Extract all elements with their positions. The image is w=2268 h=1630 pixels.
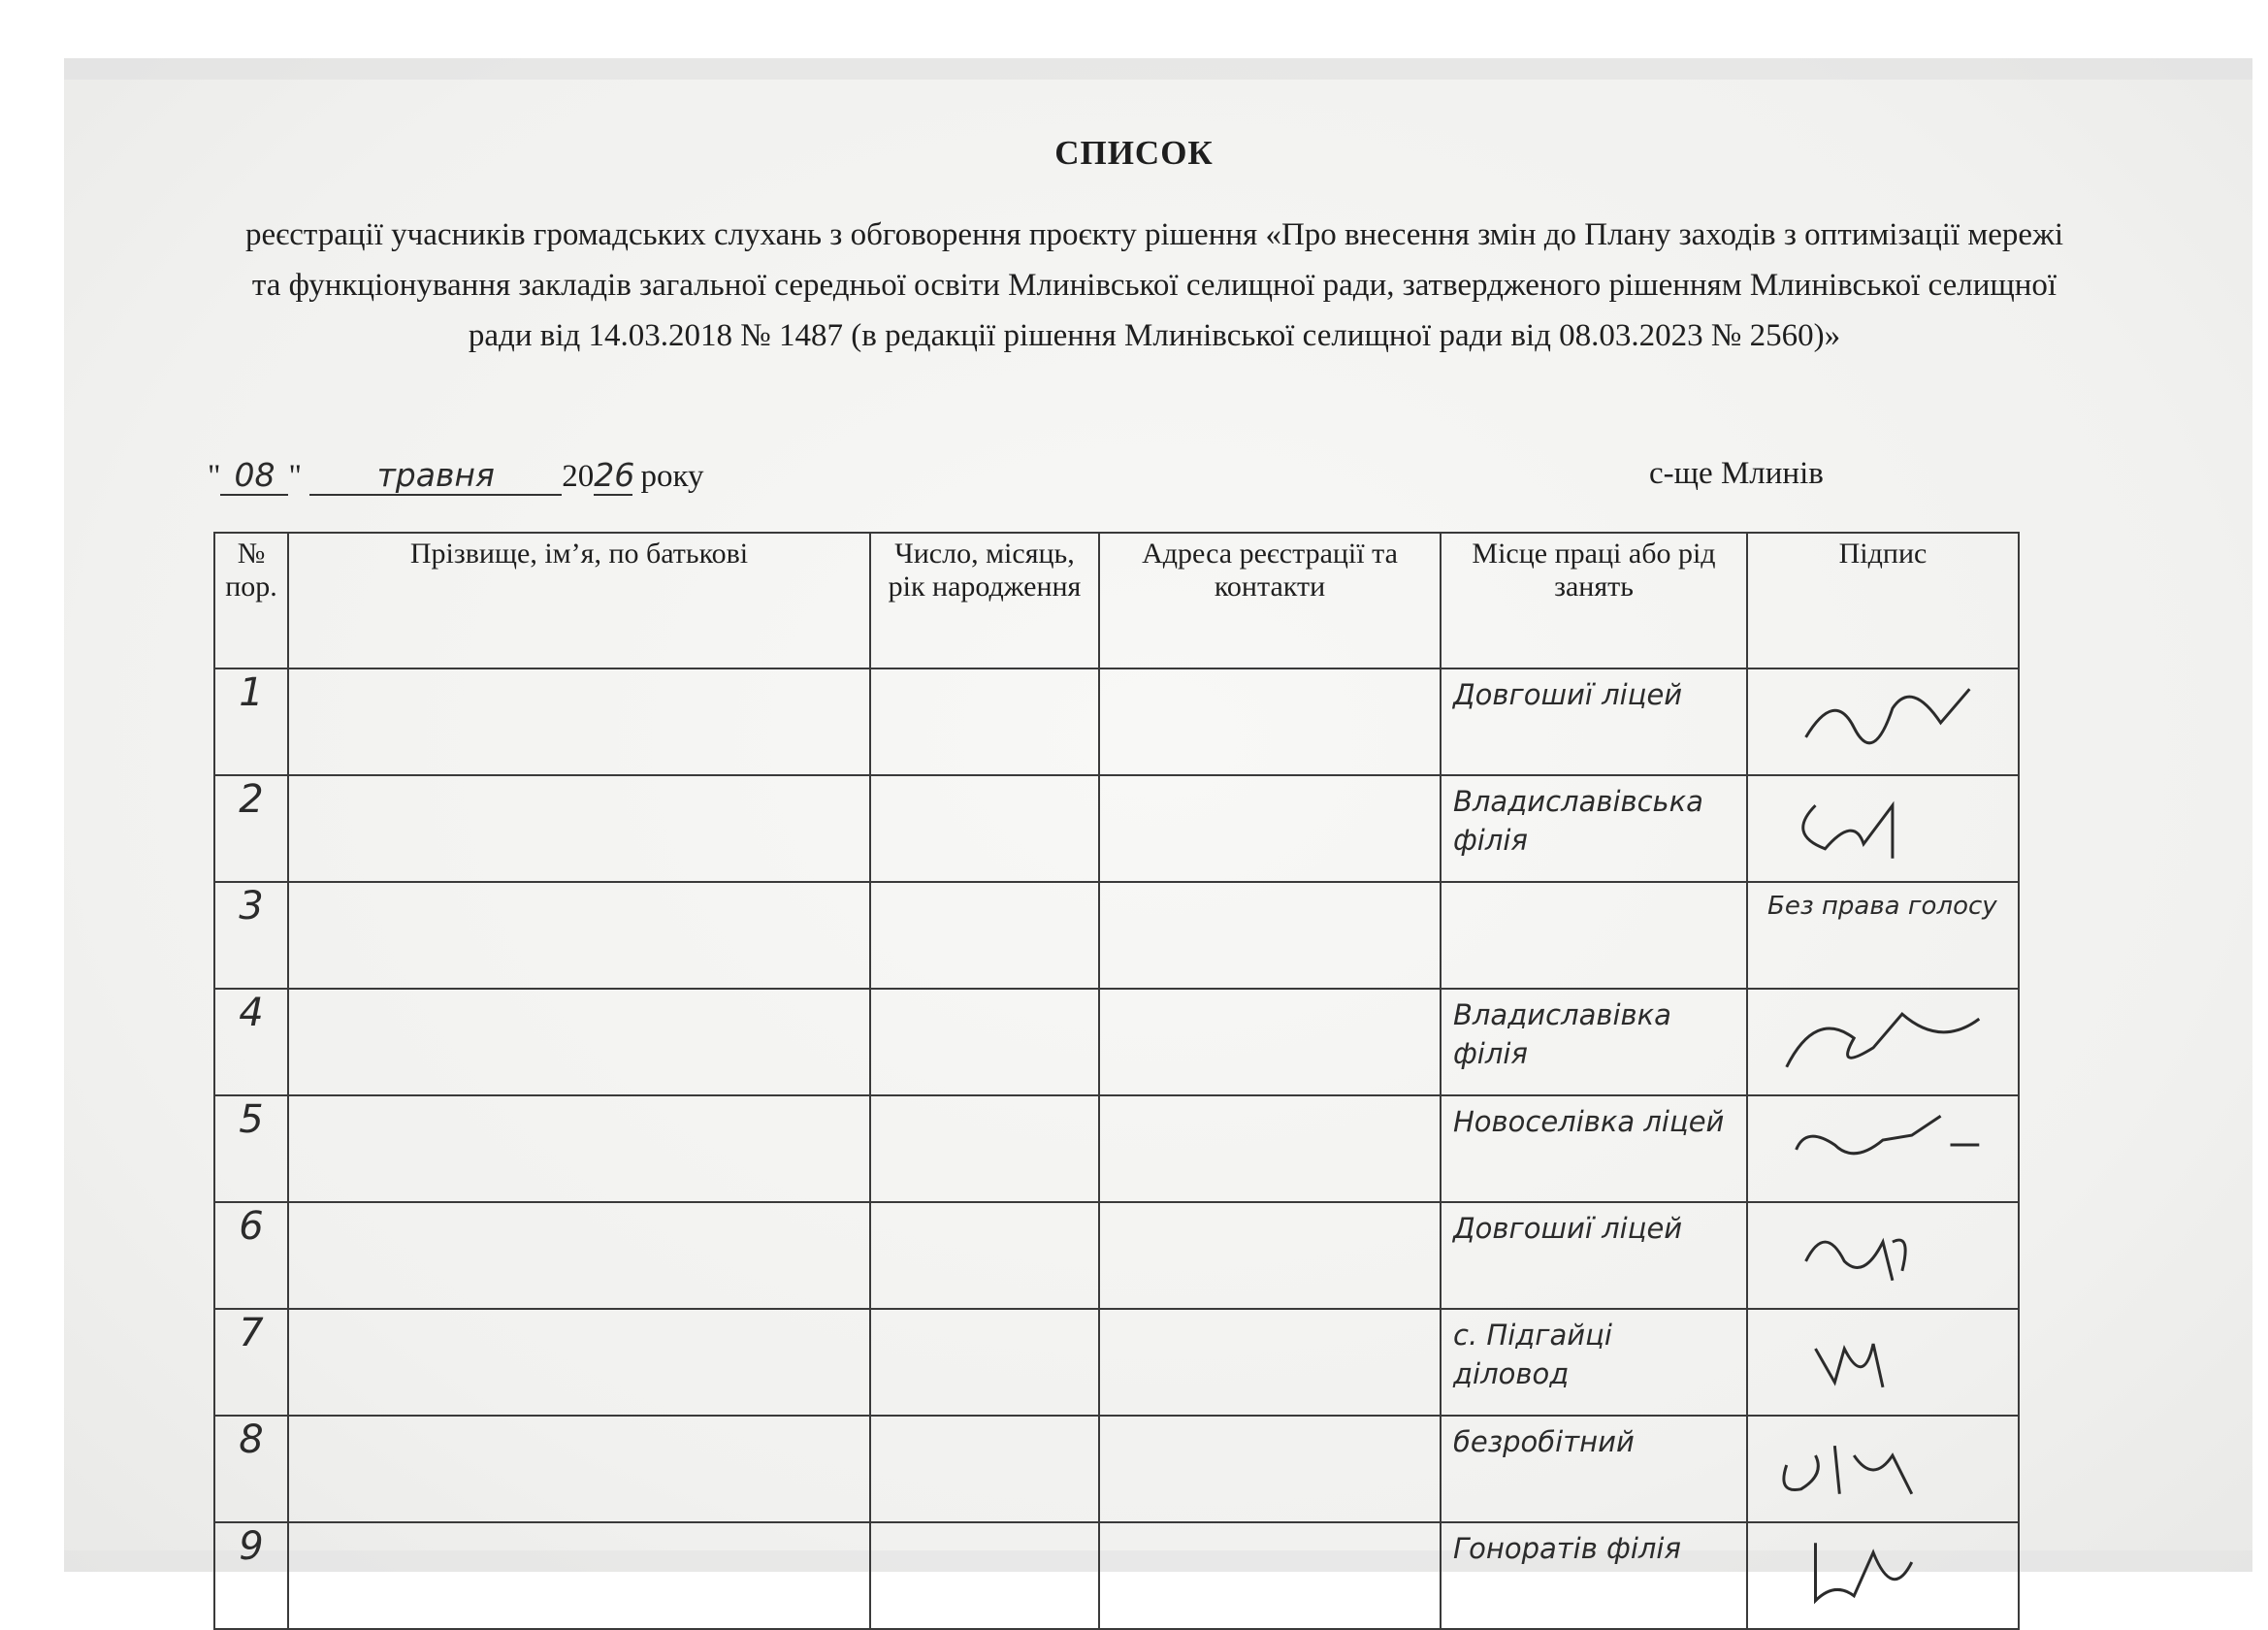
row-name-redacted: [288, 882, 870, 989]
scan-edge: [64, 58, 2252, 80]
place: с-ще Млинів: [1649, 456, 1824, 491]
row-signature: [1747, 668, 2019, 775]
row-signature: [1747, 1202, 2019, 1309]
header-signature: Підпис: [1747, 533, 2019, 668]
row-work: [1441, 882, 1747, 989]
row-name-redacted: [288, 1416, 870, 1522]
row-name-redacted: [288, 989, 870, 1095]
signature-drawing: [1748, 776, 2018, 869]
table-row: [214, 1522, 2019, 1629]
row-birth-redacted: [870, 775, 1099, 882]
row-birth-redacted: [870, 1202, 1099, 1309]
date-quote-close: ": [288, 459, 302, 494]
row-address-redacted: [1099, 1202, 1441, 1309]
row-num: 5: [214, 1095, 288, 1202]
row-name-redacted: [288, 1202, 870, 1309]
date-month: травня: [309, 456, 562, 496]
row-work: Новоселівка ліцей: [1441, 1095, 1747, 1202]
table-row: [214, 1095, 2019, 1202]
row-num: 3: [214, 882, 288, 989]
row-work: Владиславівська філія: [1441, 775, 1747, 882]
row-address-redacted: [1099, 1416, 1441, 1522]
signature-drawing: [1748, 669, 2018, 763]
row-work: Владиславівка філія: [1441, 989, 1747, 1095]
registration-table: [213, 532, 2020, 1630]
row-signature: [1747, 989, 2019, 1095]
row-name-redacted: [288, 668, 870, 775]
row-birth-redacted: [870, 1309, 1099, 1416]
table-row: [214, 1416, 2019, 1522]
row-num: 2: [214, 775, 288, 882]
row-signature: [1747, 1416, 2019, 1522]
signature-drawing: [1748, 1096, 2018, 1190]
date-line: [208, 456, 704, 496]
date-year-prefix: 20: [562, 459, 595, 494]
date-quote-open: ": [208, 459, 221, 494]
row-name-redacted: [288, 1095, 870, 1202]
row-signature: [1747, 775, 2019, 882]
row-birth-redacted: [870, 1416, 1099, 1522]
row-address-redacted: [1099, 1522, 1441, 1629]
row-name-redacted: [288, 1522, 870, 1629]
row-birth-redacted: [870, 1095, 1099, 1202]
date-suffix: року: [640, 459, 704, 494]
row-num: 9: [214, 1522, 288, 1629]
row-signature-note: Без права голосу: [1747, 882, 2019, 989]
signature-drawing: [1748, 1417, 2018, 1510]
row-birth-redacted: [870, 1522, 1099, 1629]
row-work: Довгошиї ліцей: [1441, 1202, 1747, 1309]
row-signature: [1747, 1522, 2019, 1629]
row-work: безробітний: [1441, 1416, 1747, 1522]
table-row: [214, 989, 2019, 1095]
header-work: Місце праці або рід занять: [1441, 533, 1747, 668]
row-name-redacted: [288, 1309, 870, 1416]
signature-drawing: [1748, 1310, 2018, 1403]
row-num: 1: [214, 668, 288, 775]
row-address-redacted: [1099, 1095, 1441, 1202]
table-row: [214, 1202, 2019, 1309]
document-subtitle: реєстрації учасників громадських слухань з обговорення проєкту рішення «Про внесення змін до Плану заходів з оптимізації мережі та функціонування закладів загальної середньої освіти Млинівської селищної ради, затвердженого рішенням Млинівської селищної ради від 14.03.2018 № 1487 (в редакції рішення Млинівської селищної ради від 08.03.2023 № 2560)»: [244, 217, 2064, 353]
row-signature: [1747, 1309, 2019, 1416]
row-address-redacted: [1099, 775, 1441, 882]
row-num: 7: [214, 1309, 288, 1416]
signature-drawing: [1748, 990, 2018, 1083]
row-birth-redacted: [870, 882, 1099, 989]
row-num: 8: [214, 1416, 288, 1522]
row-name-redacted: [288, 775, 870, 882]
table-row: [214, 882, 2019, 989]
table-row: [214, 775, 2019, 882]
signature-drawing: [1748, 1203, 2018, 1296]
row-address-redacted: [1099, 1309, 1441, 1416]
row-work: Гоноратів філія: [1441, 1522, 1747, 1629]
row-birth-redacted: [870, 989, 1099, 1095]
row-work: с. Підгайці діловод: [1441, 1309, 1747, 1416]
table-row: [214, 668, 2019, 775]
header-num: № пор.: [214, 533, 288, 668]
row-work: Довгошиї ліцей: [1441, 668, 1747, 775]
header-address: Адреса реєстрації та контакти: [1099, 533, 1441, 668]
date-year-suffix: 26: [594, 456, 635, 494]
row-signature: [1747, 1095, 2019, 1202]
row-num: 6: [214, 1202, 288, 1309]
header-name: Прізвище, ім’я, по батькові: [288, 533, 870, 668]
table-header-row: [214, 533, 2019, 668]
header-birth: Число, місяць, рік народження: [870, 533, 1099, 668]
signature-drawing: [1748, 1523, 2018, 1616]
date-day: 08: [220, 456, 288, 496]
row-birth-redacted: [870, 668, 1099, 775]
row-address-redacted: [1099, 989, 1441, 1095]
row-address-redacted: [1099, 882, 1441, 989]
table-row: [214, 1309, 2019, 1416]
document-title: СПИСОК: [1054, 134, 1214, 172]
row-num: 4: [214, 989, 288, 1095]
row-address-redacted: [1099, 668, 1441, 775]
